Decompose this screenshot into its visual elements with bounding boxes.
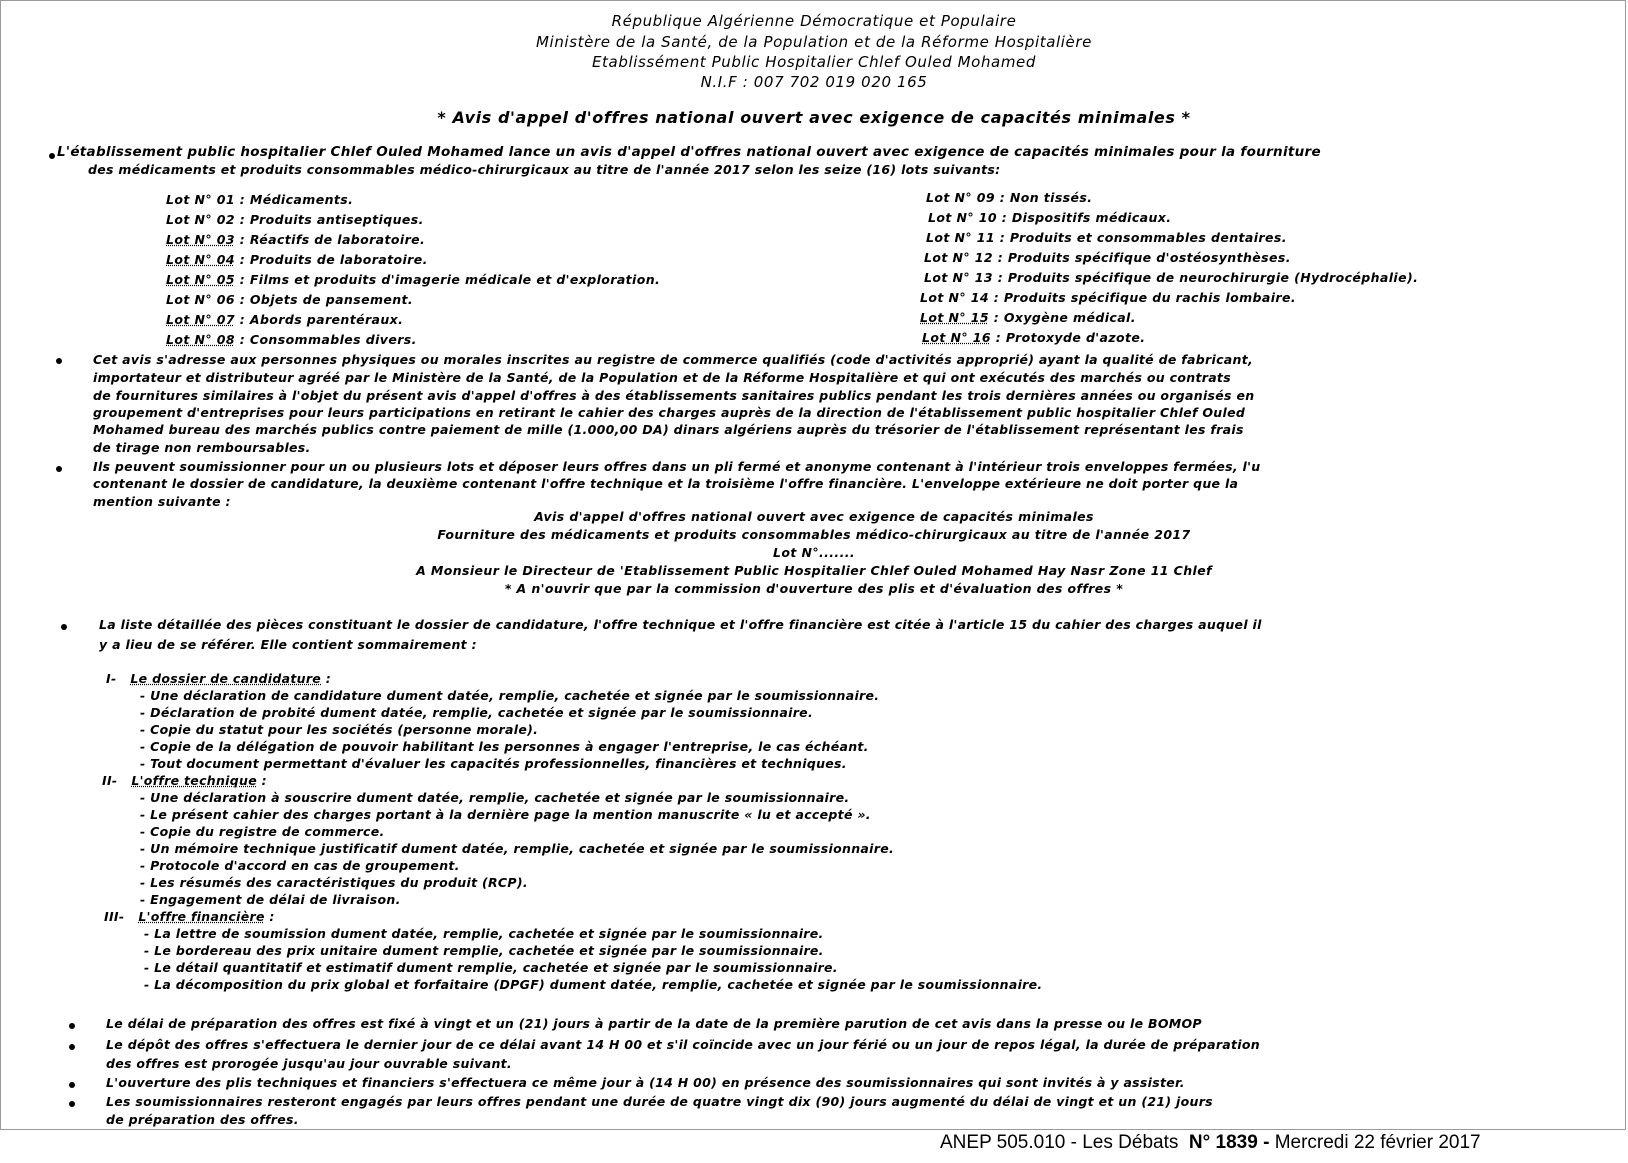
condition-line: Les soumissionnaires resteront engagés par leurs offres pendant une durée de quatre vingt dix (90) jours augmenté du délai de vingt et un (21) jours: [106, 1094, 1213, 1109]
section-item: - Engagement de délai de livraison.: [140, 892, 401, 907]
envelope-line: Lot N°.......: [772, 545, 856, 560]
lot-item: Lot N° 06 : Objets de pansement.: [166, 292, 414, 307]
section-item: - Protocole d'accord en cas de groupement.: [140, 858, 460, 873]
para-line: y a lieu de se référer. Elle contient sommairement :: [99, 637, 477, 652]
condition-line: de préparation des offres.: [106, 1112, 299, 1127]
section-heading: III- L'offre financière :: [104, 909, 275, 924]
bullet: [49, 153, 55, 159]
section-item: - Déclaration de probité dument datée, remplie, cachetée et signée par le soumissionnaire.: [140, 705, 813, 720]
lot-item: Lot N° 07 : Abords parentéraux.: [166, 312, 404, 327]
para-line: mention suivante :: [93, 494, 231, 509]
section-item: - Les résumés des caractéristiques du produit (RCP).: [140, 875, 528, 890]
para-line: Ils peuvent soumissionner pour un ou plusieurs lots et déposer leurs offres dans un pli fermé et anonyme contenant à l'intérieur trois enveloppes fermées, l'u: [93, 459, 1261, 474]
section-heading: II- L'offre technique :: [102, 773, 267, 788]
bullet: [56, 466, 62, 472]
lot-item: Lot N° 03 : Réactifs de laboratoire.: [166, 232, 426, 247]
lot-item: Lot N° 04 : Produits de laboratoire.: [166, 252, 428, 267]
para-line: Mohamed bureau des marchés publics contre paiement de mille (1.000,00 DA) dinars algériens auprès du trésorier de l'établissement représentant les frais: [93, 422, 1244, 437]
condition-line: L'ouverture des plis techniques et financiers s'effectuera ce même jour à (14 H 00) en présence des soumissionnaires qui sont invités à y assister.: [106, 1075, 1185, 1090]
section-item: - Une déclaration de candidature dument datée, remplie, cachetée et signée par le soumissionnaire.: [140, 688, 880, 703]
header-republic: République Algérienne Démocratique et Populaire: [611, 12, 1017, 30]
lot-item: Lot N° 10 : Dispositifs médicaux.: [928, 210, 1172, 225]
footer-date: Mercredi 22 février 2017: [1274, 1132, 1481, 1153]
header-nif: N.I.F : 007 702 019 020 165: [700, 73, 928, 91]
section-item: - Le présent cahier des charges portant à la dernière page la mention manuscrite « lu et accepté ».: [140, 807, 871, 822]
bullet: [69, 1023, 75, 1029]
bullet: [69, 1082, 75, 1088]
section-item: - Le détail quantitatif et estimatif dument remplie, cachetée et signée par le soumissionnaire.: [144, 960, 838, 975]
envelope-line: A Monsieur le Directeur de 'Etablissement Public Hospitalier Chlef Ouled Mohamed Hay Nasr Zone 11 Chlef: [416, 563, 1212, 578]
section-item: - Tout document permettant d'évaluer les capacités professionnelles, financières et techniques.: [140, 756, 847, 771]
para-line: groupement d'entreprises pour leurs participations en retirant le cahier des charges auprès de la direction de l'établissement public hospitalier Chlef Ouled: [93, 405, 1246, 420]
para-line: de fournitures similaires à l'objet du présent avis d'appel d'offres à des établissements sanitaires publics pendant les trois dernières années ou organisés en: [93, 388, 1255, 403]
section-item: - Copie du registre de commerce.: [140, 824, 385, 839]
lot-item: Lot N° 13 : Produits spécifique de neurochirurgie (Hydrocéphalie).: [924, 270, 1419, 285]
lot-item: Lot N° 05 : Films et produits d'imagerie médicale et d'exploration.: [166, 272, 661, 287]
envelope-line: * A n'ouvrir que par la commission d'ouverture des plis et d'évaluation des offres *: [504, 581, 1124, 596]
page-title: * Avis d'appel d'offres national ouvert avec exigence de capacités minimales *: [437, 108, 1191, 127]
publication-footer: [940, 1133, 1481, 1152]
section-item: - La décomposition du prix global et forfaitaire (DPGF) dument datée, remplie, cachetée et signée par le soumissionnaire.: [144, 977, 1043, 992]
para-line: importateur et distributeur agréé par le Ministère de la Santé, de la Population et de la Réforme Hospitalière et qui ont exécutés des marchés ou contrats: [93, 370, 1231, 385]
para-line: de tirage non remboursables.: [93, 440, 311, 455]
intro-line-2: des médicaments et produits consommables médico-chirurgicaux au titre de l'année 2017 selon les seize (16) lots suivants:: [88, 162, 1001, 177]
lot-item: Lot N° 08 : Consommables divers.: [166, 332, 417, 347]
section-item: - Le bordereau des prix unitaire dument remplie, cachetée et signée par le soumissionnaire.: [144, 943, 824, 958]
section-item: - Copie de la délégation de pouvoir habilitant les personnes à engager l'entreprise, le cas échéant.: [140, 739, 869, 754]
section-item: - Copie du statut pour les sociétés (personne morale).: [140, 722, 539, 737]
envelope-line: Fourniture des médicaments et produits consommables médico-chirurgicaux au titre de l'année 2017: [437, 527, 1191, 542]
footer-ref: ANEP 505.010 - Les Débats: [940, 1132, 1179, 1153]
footer-issue-number: N° 1839 -: [1188, 1132, 1270, 1153]
intro-line-1: L'établissement public hospitalier Chlef Ouled Mohamed lance un avis d'appel d'offres national ouvert avec exigence de capacités minimales pour la fourniture: [57, 144, 1321, 160]
header-establishment: Etablissément Public Hospitalier Chlef Ouled Mohamed: [591, 53, 1037, 71]
lot-item: Lot N° 01 : Médicaments.: [166, 192, 354, 207]
para-line: La liste détaillée des pièces constituant le dossier de candidature, l'offre technique et l'offre financière est citée à l'article 15 du cahier des charges auquel il: [99, 617, 1262, 632]
section-item: - Une déclaration à souscrire dument datée, remplie, cachetée et signée par le soumissionnaire.: [140, 790, 850, 805]
lot-item: Lot N° 02 : Produits antiseptiques.: [166, 212, 424, 227]
envelope-line: Avis d'appel d'offres national ouvert avec exigence de capacités minimales: [534, 509, 1094, 524]
bullet: [61, 624, 67, 630]
lot-item: Lot N° 16 : Protoxyde d'azote.: [922, 330, 1146, 345]
condition-line: des offres est prorogée jusqu'au jour ouvrable suivant.: [106, 1056, 512, 1071]
lot-item: Lot N° 14 : Produits spécifique du rachis lombaire.: [920, 290, 1296, 305]
lot-item: Lot N° 09 : Non tissés.: [926, 190, 1093, 205]
header-ministry: Ministère de la Santé, de la Population et de la Réforme Hospitalière: [536, 33, 1092, 51]
section-heading: I- Le dossier de candidature :: [106, 671, 332, 686]
section-item: - Un mémoire technique justificatif dument datée, remplie, cachetée et signée par le soumissionnaire.: [140, 841, 895, 856]
para-line: contenant le dossier de candidature, la deuxième contenant l'offre technique et la troisième l'offre financière. L'enveloppe extérieure ne doit porter que la: [93, 476, 1239, 491]
bullet: [69, 1044, 75, 1050]
bullet: [69, 1101, 75, 1107]
condition-line: Le dépôt des offres s'effectuera le dernier jour de ce délai avant 14 H 00 et s'il coïncide avec un jour férié ou un jour de repos légal, la durée de préparation: [106, 1037, 1260, 1052]
para-line: Cet avis s'adresse aux personnes physiques ou morales inscrites au registre de commerce qualifiés (code d'activités approprié) ayant la qualité de fabricant,: [93, 352, 1254, 367]
condition-line: Le délai de préparation des offres est fixé à vingt et un (21) jours à partir de la date de la première parution de cet avis dans la presse ou le BOMOP: [106, 1016, 1202, 1031]
lot-item: Lot N° 11 : Produits et consommables dentaires.: [926, 230, 1287, 245]
lot-item: Lot N° 12 : Produits spécifique d'ostéosynthèses.: [924, 250, 1291, 265]
lot-item: Lot N° 15 : Oxygène médical.: [920, 310, 1136, 325]
bullet: [56, 358, 62, 364]
section-item: - La lettre de soumission dument datée, remplie, cachetée et signée par le soumissionnaire.: [144, 926, 824, 941]
